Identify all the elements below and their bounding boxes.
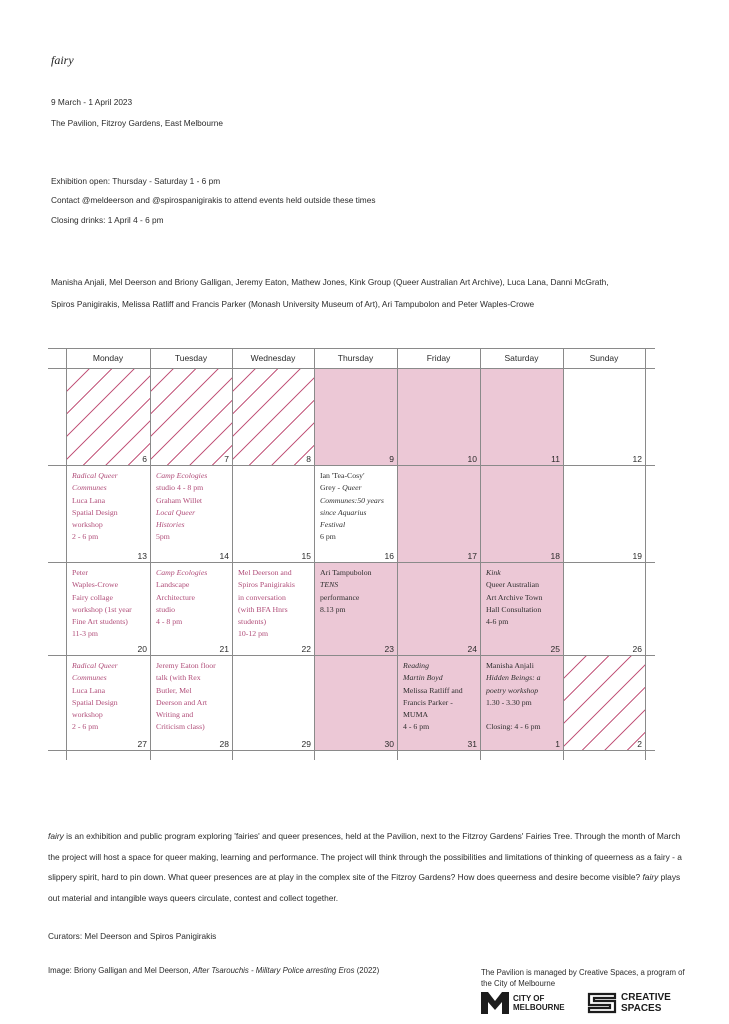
event-text-line: 10-12 pm [238, 629, 269, 639]
city-of-melbourne-m-icon [481, 992, 509, 1014]
event-text-line: Closing: 4 - 6 pm [486, 722, 541, 732]
day-number: 31 [467, 739, 477, 749]
calendar-day-cell [315, 466, 397, 562]
calendar-day-cell [315, 656, 397, 750]
day-number: 10 [467, 454, 477, 464]
event-text-line: studio [156, 604, 176, 614]
weekday-header-saturday: Saturday [504, 353, 539, 363]
event-text-line: performance [320, 592, 360, 602]
event-text-line: MUMA [403, 710, 429, 720]
calendar-day-cell [398, 369, 480, 465]
weekday-header-monday: Monday [92, 353, 124, 363]
event-text-line: (with BFA Hnrs [238, 604, 288, 614]
day-number: 7 [224, 454, 229, 464]
event-text-line: 11-3 pm [72, 629, 98, 639]
event-text-line: Architecture [156, 592, 195, 602]
calendar-event [403, 660, 477, 734]
calendar-day-cell [398, 466, 480, 562]
day-number: 26 [632, 644, 642, 654]
event-text-line: Kink [486, 568, 501, 577]
event-text-line: 2 - 6 pm [72, 532, 99, 542]
calendar-event [72, 470, 147, 544]
event-text-line: Spatial Design [72, 507, 118, 517]
day-number: 28 [219, 739, 229, 749]
event-text-line: 1.30 - 3.30 pm [486, 697, 532, 707]
event-text-line: Camp Ecologies [156, 568, 208, 577]
calendar-day-cell [151, 369, 232, 465]
credit-year: (2022) [354, 966, 380, 975]
calendar-day-cell [315, 563, 397, 655]
event-text-line: Spatial Design [72, 697, 118, 707]
event-text-line: Francis Parker - [403, 697, 453, 707]
event-text-line: Local Queer [156, 507, 196, 517]
event-text-line: Melissa Ratliff and [403, 685, 463, 695]
calendar-event [72, 660, 147, 734]
calendar-day-cell [481, 563, 563, 655]
event-text-line: 4 - 8 pm [156, 617, 183, 627]
event-text-line: Queer Australian [486, 580, 540, 590]
calendar-day-cell [233, 369, 314, 465]
description-text: is an exhibition and public program exploring 'fairies' and queer presences, held at the Pavilion, next to the Fitzroy Gardens' Fairies Tree. Through the month of March the project will host a space for queer making, learning and performance. The project will think through the possibilities and limitations of thinking of queerness as a fairy - a slippery spirit, hard to pin down. What queer presences are at play in the complex site of the Fitzroy Gardens? How does queerness and desire become visible? [48, 831, 682, 882]
event-text-line: poetry workshop [486, 685, 539, 695]
event-text-line: Landscape [156, 580, 190, 590]
event-text-line: workshop (1st year [72, 604, 132, 614]
event-text-line: workshop [72, 520, 103, 530]
event-text-line: Histories [156, 520, 185, 530]
event-text-line: Reading [403, 661, 429, 670]
day-number: 30 [384, 739, 394, 749]
event-text-line: in conversation [238, 592, 286, 602]
calendar-day-cell [67, 563, 150, 655]
day-number: 1 [555, 739, 560, 749]
day-number: 9 [389, 454, 394, 464]
event-text-line: students) [238, 617, 267, 627]
calendar-column-line [314, 348, 315, 760]
event-text-line: Communes:50 years [320, 495, 384, 505]
logo-text-line: MELBOURNE [513, 1003, 565, 1012]
event-text-line: Ian 'Tea-Cosy' [320, 471, 365, 480]
day-number: 11 [551, 454, 560, 464]
exhibition-description [48, 826, 688, 908]
event-text-line: Communes [72, 483, 107, 493]
event-text-line: Waples-Crowe [72, 580, 119, 590]
event-text-line: Martin Boyd [403, 673, 443, 683]
calendar-day-cell [151, 563, 232, 655]
day-number: 15 [301, 551, 311, 561]
event-text-line: Grey - Queer [320, 483, 362, 493]
event-text-line: 6 pm [320, 532, 336, 542]
day-number: 12 [632, 454, 642, 464]
calendar-column-line [397, 348, 398, 760]
artist-list-line: Manisha Anjali, Mel Deerson and Briony Galligan, Jeremy Eaton, Mathew Jones, Kink Group (Queer Australian Art Archive), Luca Lana, Danni McGrath, [51, 277, 609, 287]
artist-list [51, 271, 701, 315]
event-text-line: Jeremy Eaton floor [156, 661, 216, 670]
calendar-day-cell [564, 369, 645, 465]
logo-text-line: SPACES [621, 1002, 662, 1014]
event-text-line: Hidden Beings: a [486, 673, 541, 683]
calendar-day-cell [564, 656, 645, 750]
event-text-line: Camp Ecologies [156, 471, 208, 480]
calendar-day-cell [398, 563, 480, 655]
contact-info: Contact @meldeerson and @spirospanigirakis to attend events held outside these times [51, 195, 376, 205]
event-text-line [486, 709, 560, 721]
event-text-line: Criticism class) [156, 722, 205, 732]
event-text-line: Hall Consultation [486, 604, 542, 614]
calendar-event [156, 470, 229, 544]
calendar-column-line [150, 348, 151, 760]
event-text-line: Graham Willet [156, 495, 203, 505]
event-text-line: Luca Lana [72, 495, 106, 505]
event-text-line: Radical Queer [72, 471, 118, 480]
description-lead: fairy [48, 831, 64, 841]
calendar-day-cell [233, 656, 314, 750]
day-number: 8 [306, 454, 311, 464]
event-text-line: studio 4 - 8 pm [156, 483, 204, 493]
calendar-column-line [66, 348, 67, 760]
event-text-line: Radical Queer [72, 661, 118, 670]
calendar-day-cell [67, 369, 150, 465]
event-text-line: Fine Art students) [72, 617, 128, 627]
creative-spaces-wordmark [621, 993, 671, 1014]
event-text-line: Butler, Mel [156, 685, 192, 695]
calendar-day-cell [315, 369, 397, 465]
day-number: 6 [142, 454, 147, 464]
weekday-header-thursday: Thursday [337, 353, 374, 363]
curators: Curators: Mel Deerson and Spiros Panigirakis [48, 931, 217, 941]
day-number: 24 [467, 644, 477, 654]
calendar-event [486, 567, 560, 628]
calendar-column-line [563, 348, 564, 760]
calendar-column-line [645, 348, 646, 760]
calendar-event [320, 470, 394, 544]
closing-drinks: Closing drinks: 1 April 4 - 6 pm [51, 215, 164, 225]
event-text-line: Fairy collage [72, 592, 113, 602]
day-number: 21 [219, 644, 229, 654]
managed-by-note: The Pavilion is managed by Creative Spaces, a program of the City of Melbourne [481, 968, 685, 988]
day-number: 23 [384, 644, 394, 654]
event-text-line: Art Archive Town [486, 592, 543, 602]
event-calendar [48, 348, 655, 760]
event-text-line: 4-6 pm [486, 617, 509, 627]
weekday-header-tuesday: Tuesday [174, 353, 208, 363]
event-text-line: workshop [72, 710, 103, 720]
calendar-column-line [480, 348, 481, 760]
event-text-line: Festival [320, 520, 346, 530]
event-text-line: 2 - 6 pm [72, 722, 99, 732]
event-text-line: Mel Deerson and [238, 568, 292, 577]
city-of-melbourne-wordmark [513, 994, 565, 1012]
day-number: 25 [550, 644, 560, 654]
event-text-line: Ari Tampubolon [320, 568, 372, 577]
logo-text-line: CITY OF [513, 994, 545, 1003]
event-text-line: 8.13 pm [320, 604, 346, 614]
logo-text-line: CREATIVE [621, 992, 671, 1003]
day-number: 17 [467, 551, 477, 561]
event-text-line: Manisha Anjali [486, 661, 534, 670]
calendar-day-cell [67, 656, 150, 750]
day-number: 14 [219, 551, 229, 561]
credit-work-title: After Tsarouchis - Military Police arresting Eros [192, 966, 355, 975]
event-text-line: Luca Lana [72, 685, 106, 695]
day-number: 16 [384, 551, 394, 561]
artist-list-line: Spiros Panigirakis, Melissa Ratliff and Francis Parker (Monash University Museum of Art), Ari Tampubolon and Peter Waples-Crowe [51, 299, 535, 309]
calendar-day-cell [564, 466, 645, 562]
weekday-header-wednesday: Wednesday [250, 353, 296, 363]
event-text-line: TENS [320, 580, 339, 590]
calendar-day-cell [481, 466, 563, 562]
calendar-day-cell [481, 656, 563, 750]
event-text-line: since Aquarius [320, 507, 367, 517]
event-text-line: Deerson and Art [156, 697, 208, 707]
calendar-day-cell [67, 466, 150, 562]
calendar-column-line [232, 348, 233, 760]
event-text-fragment: Queer [342, 483, 362, 493]
calendar-event [320, 567, 394, 616]
calendar-event [72, 567, 147, 641]
calendar-event [486, 660, 560, 734]
event-text-line: talk (with Rex [156, 673, 201, 683]
description-text-2: plays out material and intangible ways queers circulate, contest and collect together. [48, 872, 681, 903]
event-text-line: Communes [72, 673, 107, 683]
calendar-day-cell [151, 656, 232, 750]
calendar-day-cell [151, 466, 232, 562]
event-text-line: 4 - 6 pm [403, 722, 430, 732]
day-number: 20 [137, 644, 147, 654]
exhibition-title: fairy [51, 53, 74, 67]
event-text-line: 5pm [156, 532, 170, 542]
weekday-header-sunday: Sunday [589, 353, 619, 363]
event-text-line: Peter [72, 568, 89, 577]
calendar-event [156, 567, 229, 628]
calendar-day-cell [564, 563, 645, 655]
calendar-event [156, 660, 229, 734]
opening-hours: Exhibition open: Thursday - Saturday 1 - 6 pm [51, 176, 221, 186]
calendar-event [238, 567, 311, 641]
image-credit [48, 966, 379, 975]
credit-prefix: Image: Briony Galligan and Mel Deerson, [48, 966, 193, 975]
day-number: 18 [550, 551, 560, 561]
exhibition-dates: 9 March - 1 April 2023 [51, 97, 133, 107]
calendar-day-cell [233, 466, 314, 562]
day-number: 29 [301, 739, 311, 749]
day-number: 22 [301, 644, 311, 654]
creative-spaces-mark-icon [587, 992, 617, 1014]
event-text-line: Writing and [156, 710, 194, 720]
day-number: 27 [137, 739, 147, 749]
day-number: 19 [632, 551, 642, 561]
weekday-header-friday: Friday [426, 353, 451, 363]
description-lead-2: fairy [642, 872, 659, 882]
event-text-line: Spiros Panigirakis [238, 580, 295, 590]
sponsor-logos [481, 992, 691, 1016]
day-number: 13 [137, 551, 147, 561]
exhibition-venue: The Pavilion, Fitzroy Gardens, East Melbourne [51, 118, 224, 128]
calendar-day-cell [398, 656, 480, 750]
calendar-day-cell [481, 369, 563, 465]
calendar-day-cell [233, 563, 314, 655]
day-number: 2 [637, 739, 642, 749]
